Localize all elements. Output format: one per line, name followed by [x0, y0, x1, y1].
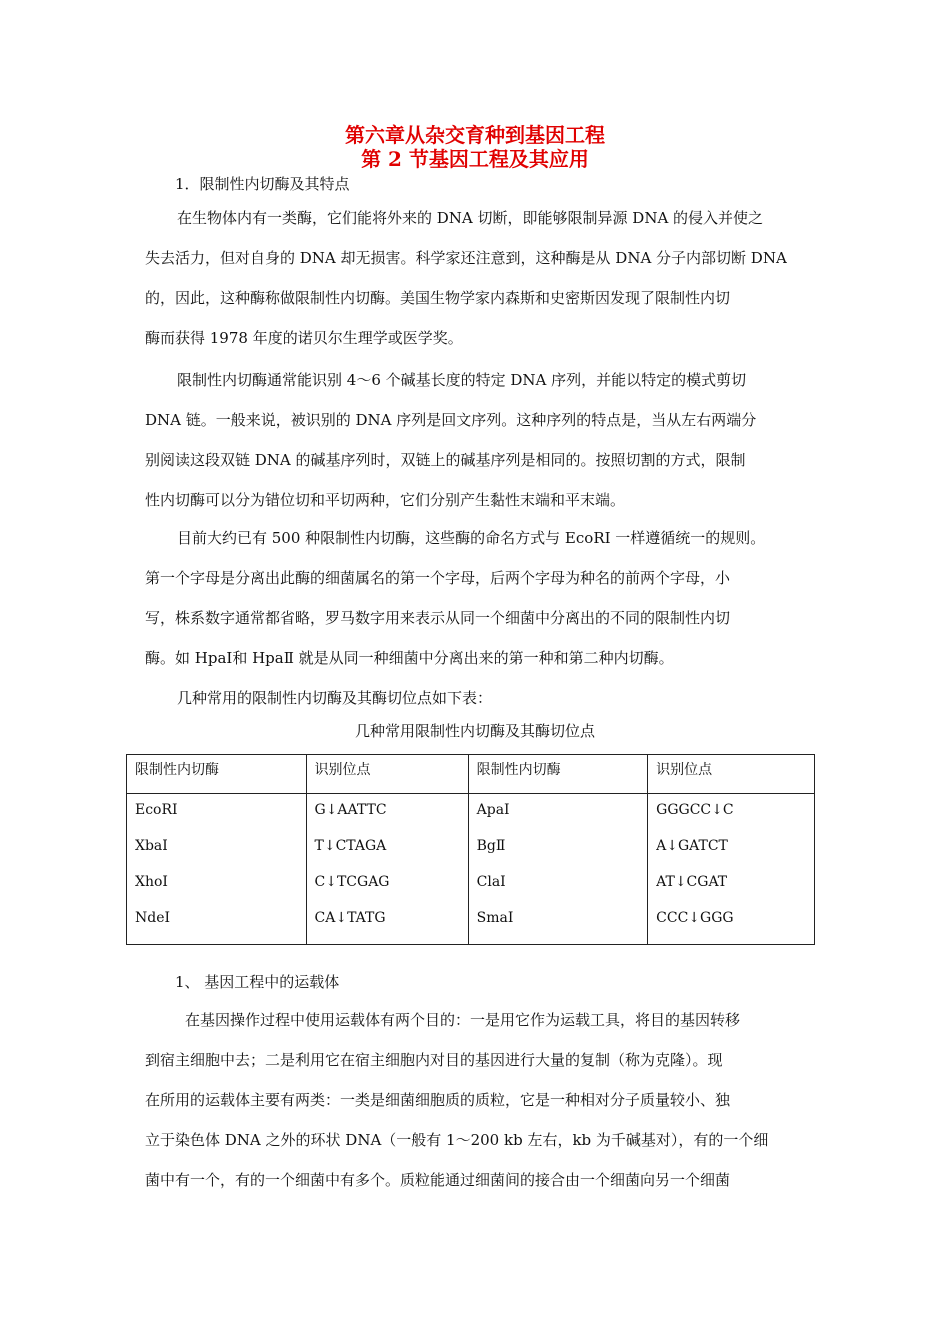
table-cell: XhoI	[135, 874, 168, 890]
paragraph-line: DNA 链。一般来说，被识别的 DNA 序列是回文序列。这种序列的特点是，当从左右两端分	[145, 411, 757, 429]
enzyme-name-column	[468, 794, 648, 945]
paragraph-line: 失去活力，但对自身的 DNA 却无损害。科学家还注意到，这种酶是从 DNA 分子内部切断 DNA	[145, 249, 787, 267]
paragraph-line: 写，株系数字通常都省略，罗马数字用来表示从同一个细菌中分离出的不同的限制性内切	[145, 609, 731, 627]
paragraph-line: 在生物体内有一类酶，它们能将外来的 DNA 切断，即能够限制异源 DNA 的侵入并使之	[177, 209, 764, 227]
table-cell: GGGCC↓C	[656, 802, 734, 818]
recognition-site-column	[306, 794, 468, 945]
table-cell: G↓AATTC	[314, 802, 387, 818]
paragraph-line: 第一个字母是分离出此酶的细菌属名的第一个字母，后两个字母为种名的前两个字母，小	[145, 569, 731, 587]
table-header-cell: 识别位点	[648, 755, 815, 794]
paragraph-line: 在所用的运载体主要有两类：一类是细菌细胞质的质粒，它是一种相对分子质量较小、独	[145, 1091, 731, 1109]
paragraph-line: 限制性内切酶通常能识别 4～6 个碱基长度的特定 DNA 序列，并能以特定的模式剪切	[177, 371, 747, 389]
table-caption: 几种常用限制性内切酶及其酶切位点	[354, 722, 595, 740]
recognition-site-column	[648, 794, 815, 945]
paragraph-line: 几种常用的限制性内切酶及其酶切位点如下表：	[177, 689, 493, 707]
paragraph-line: 到宿主细胞中去；二是利用它在宿主细胞内对目的基因进行大量的复制（称为克隆）。现	[145, 1051, 723, 1069]
table-cell: T↓CTAGA	[314, 838, 387, 854]
table-cell: ClaI	[476, 874, 506, 890]
paragraph-line: 酶。如 HpaⅠ和 HpaⅡ 就是从同一种细菌中分离出来的第一种和第二种内切酶。	[145, 649, 674, 667]
paragraph-line: 的，因此，这种酶称做限制性内切酶。美国生物学家内森斯和史密斯因发现了限制性内切	[145, 289, 731, 307]
enzyme-table	[126, 754, 815, 945]
paragraph-line: 在基因操作过程中使用运载体有两个目的：一是用它作为运载工具，将目的基因转移	[185, 1011, 741, 1029]
table-row	[127, 794, 815, 945]
table-cell: BgⅡ	[476, 838, 506, 854]
document-title-line1: 第六章从杂交育种到基因工程	[345, 123, 605, 147]
document-title-line2: 第 2 节基因工程及其应用	[361, 147, 589, 171]
section1-heading: 1．限制性内切酶及其特点	[175, 175, 350, 193]
table-cell: NdeI	[135, 910, 171, 926]
paragraph-line: 酶而获得 1978 年度的诺贝尔生理学或医学奖。	[145, 329, 463, 347]
table-cell: CCC↓GGG	[656, 910, 734, 926]
table-cell: A↓GATCT	[656, 838, 728, 854]
paragraph-line: 目前大约已有 500 种限制性内切酶，这些酶的命名方式与 EcoRI 一样遵循统一的规则。	[177, 529, 766, 547]
paragraph-line: 菌中有一个，有的一个细菌中有多个。质粒能通过细菌间的接合由一个细菌向另一个细菌	[145, 1171, 731, 1189]
enzyme-name-column	[127, 794, 307, 945]
table-cell: ApaI	[476, 802, 510, 818]
table-cell: SmaI	[476, 910, 514, 926]
table-cell: XbaI	[135, 838, 168, 854]
table-header-row	[127, 755, 815, 794]
table-cell: EcoRI	[135, 802, 178, 818]
table-header-cell: 识别位点	[306, 755, 468, 794]
table-header-cell: 限制性内切酶	[127, 755, 307, 794]
paragraph-line: 别阅读这段双链 DNA 的碱基序列时，双链上的碱基序列是相同的。按照切割的方式，限制	[145, 451, 746, 469]
table-cell: C↓TCGAG	[314, 874, 390, 890]
paragraph-line: 立于染色体 DNA 之外的环状 DNA（一般有 1～200 kb 左右，kb 为千碱基对），有的一个细	[145, 1131, 769, 1149]
paragraph-line: 性内切酶可以分为错位切和平切两种，它们分别产生黏性末端和平末端。	[145, 491, 626, 509]
section2-heading: 1、 基因工程中的运载体	[175, 973, 340, 991]
table-cell: AT↓CGAT	[656, 874, 728, 890]
table-cell: CA↓TATG	[314, 910, 386, 926]
table-header-cell: 限制性内切酶	[468, 755, 648, 794]
